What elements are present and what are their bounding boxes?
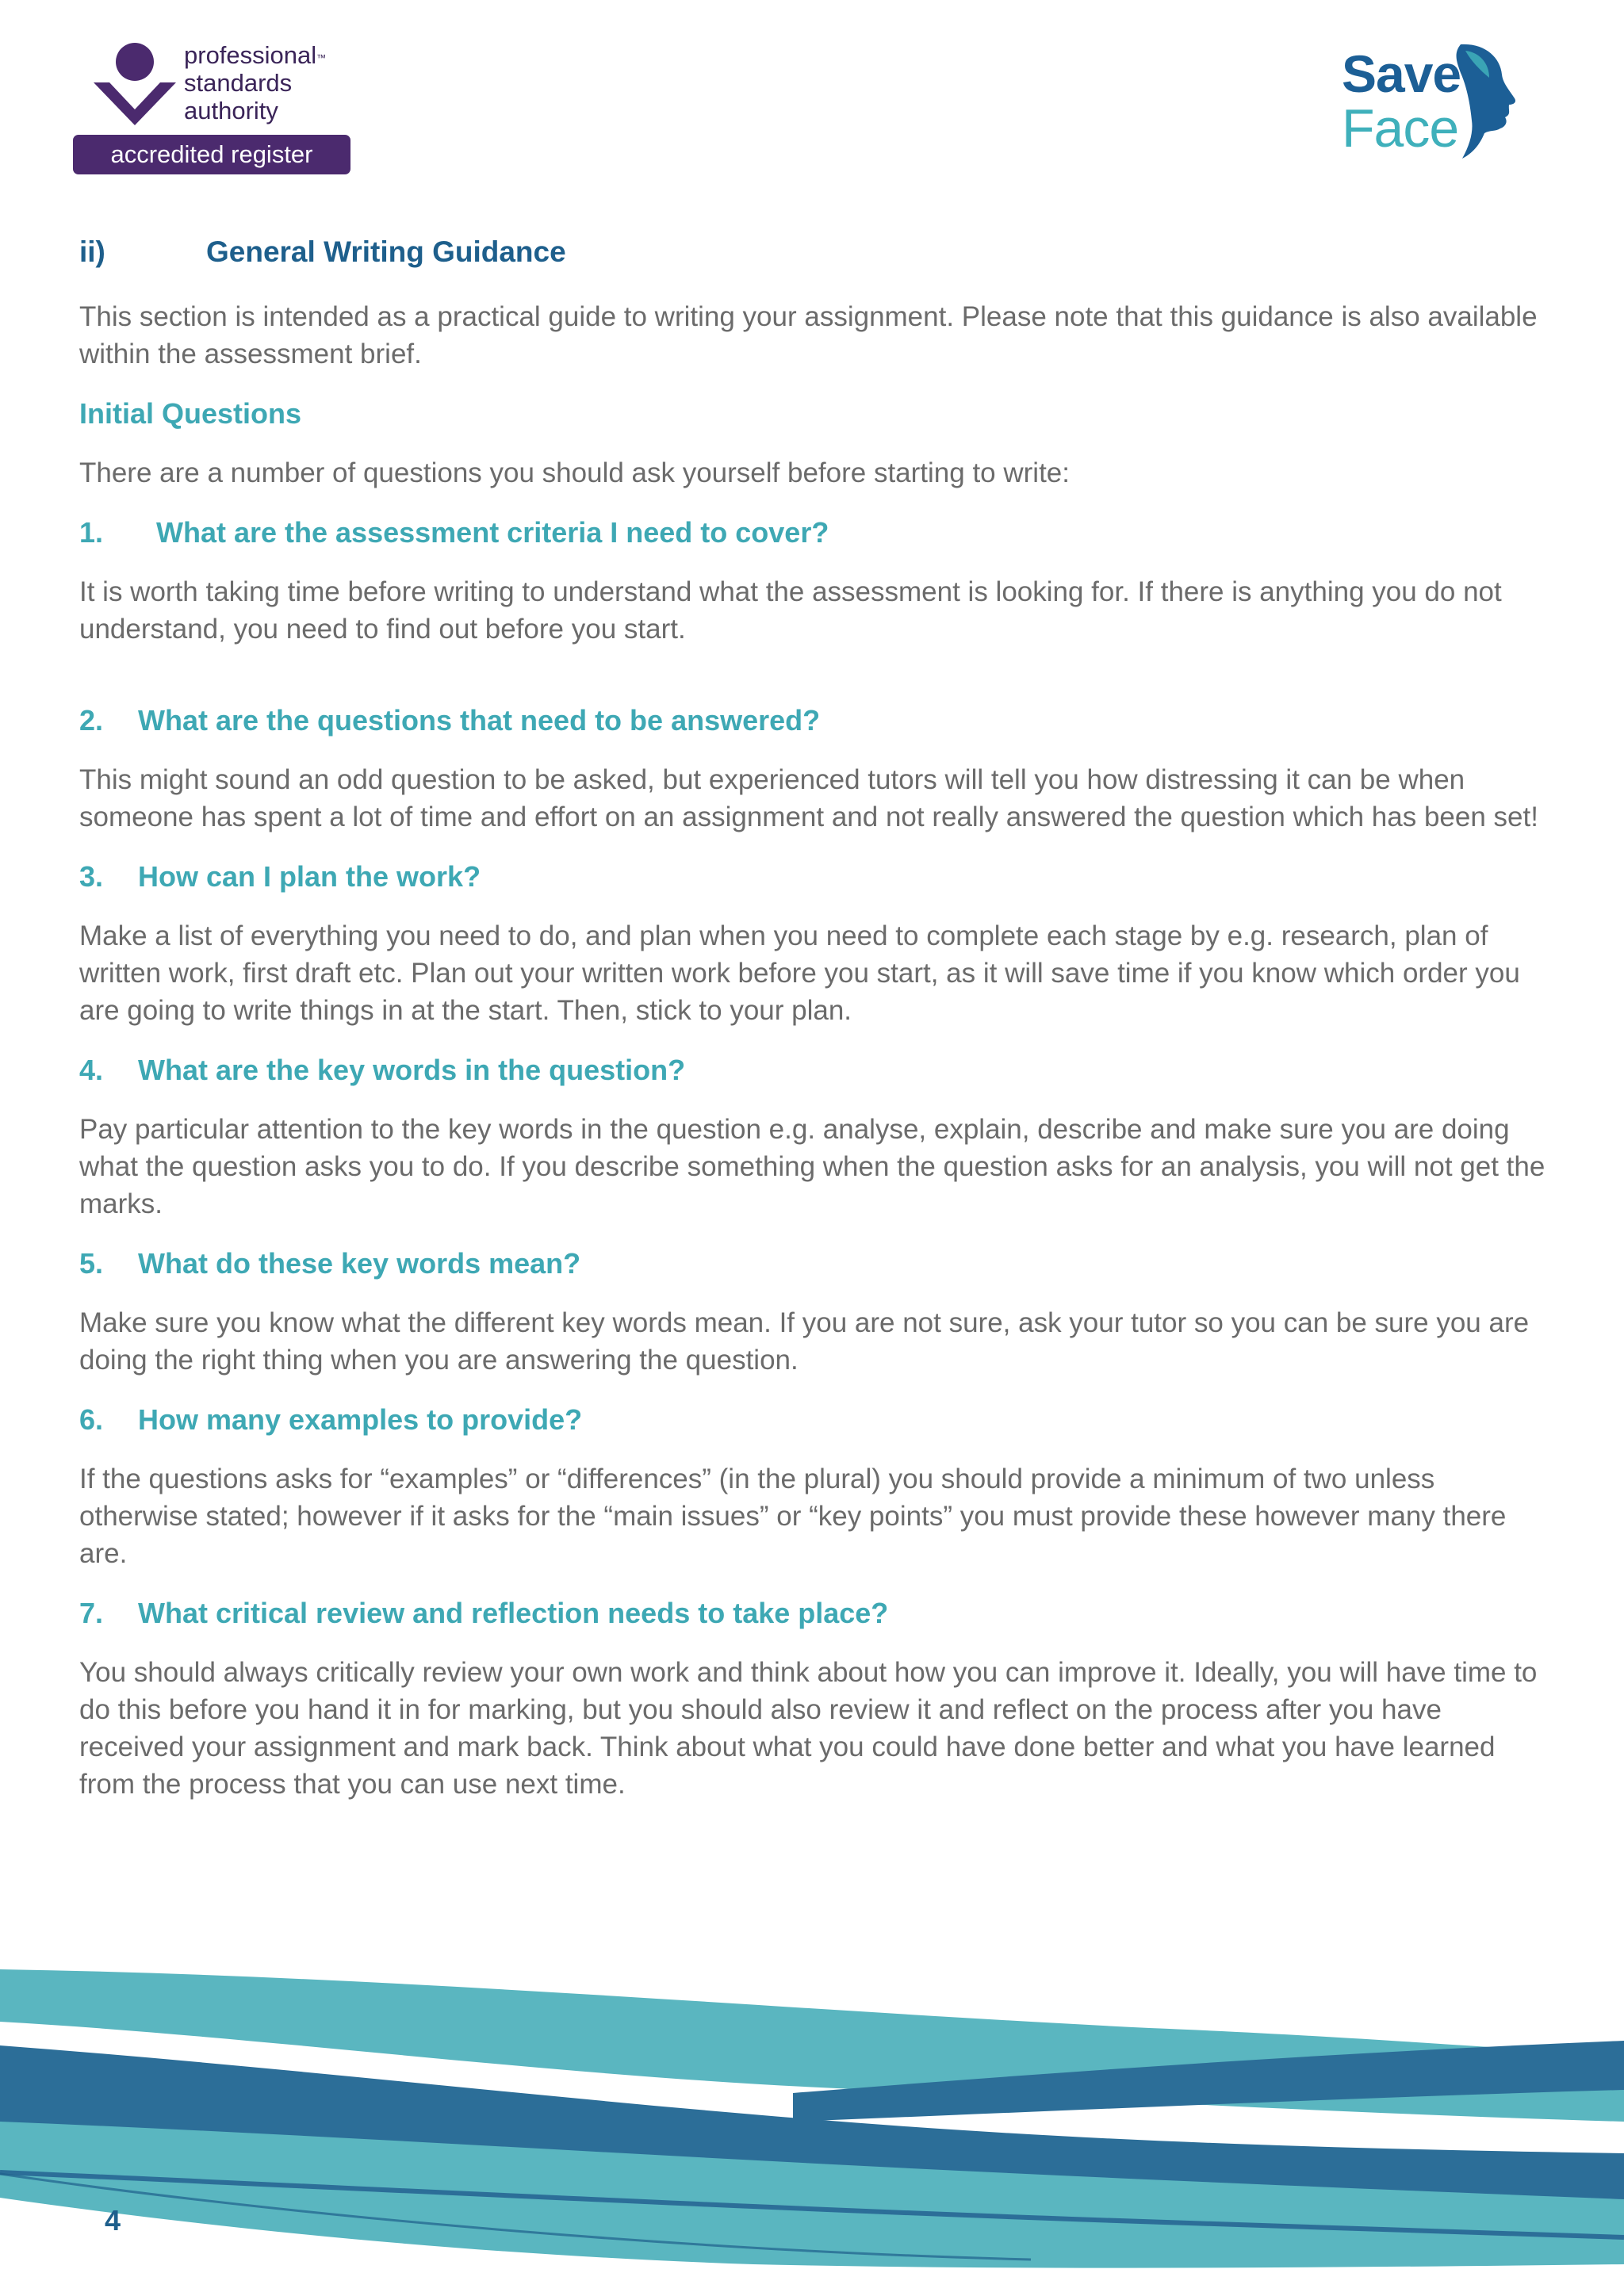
main-content	[79, 228, 1546, 1825]
page-number: 4	[105, 2204, 121, 2237]
question-body-5: Make sure you know what the different key words mean. If you are not sure, ask your tutor so you can be sure you are doing the right thing when you are answering the question.	[79, 1307, 1530, 1376]
question-number: 4.	[79, 1054, 104, 1086]
question-title: How can I plan the work?	[138, 860, 481, 893]
save-face-word-save: Save	[1342, 44, 1461, 103]
question-number: 3.	[79, 860, 104, 893]
psa-word-3: authority	[184, 97, 278, 124]
question-body-6: If the questions asks for “examples” or “differences” (in the plural) you should provide a minimum of two unless otherwise stated; however if it asks for the “main issues” or “key points” you must provide these however many there are.	[79, 1464, 1507, 1569]
psa-word-1: professional	[184, 41, 317, 69]
save-face-word-face: Face	[1342, 98, 1459, 159]
question-number: 6.	[79, 1403, 104, 1436]
question-number: 7.	[79, 1597, 104, 1629]
question-body-4: Pay particular attention to the key words in the question e.g. analyse, explain, describe and make sure you are doing what the question asks you to do. If you describe something when the question asks for an analysis, you will not get the marks.	[79, 1114, 1545, 1219]
paragraph-spacer	[79, 670, 1546, 702]
question-number: 1.	[79, 516, 104, 549]
section-number: ii)	[79, 235, 105, 268]
question-title: How many examples to provide?	[138, 1403, 583, 1436]
question-title: What are the assessment criteria I need to cover?	[156, 516, 829, 549]
question-title: What are the key words in the question?	[138, 1054, 686, 1086]
question-heading-6	[79, 1401, 1546, 1438]
trademark-symbol: ™	[316, 52, 327, 63]
section-title: General Writing Guidance	[206, 235, 566, 268]
face-profile-icon	[1438, 43, 1526, 160]
question-title: What critical review and reflection needs to take place?	[138, 1597, 889, 1629]
question-heading-3	[79, 858, 1546, 895]
question-number: 5.	[79, 1247, 104, 1280]
question-heading-4	[79, 1051, 1546, 1089]
psa-person-icon	[90, 41, 179, 125]
question-title: What do these key words mean?	[138, 1247, 581, 1280]
section-heading	[79, 228, 1546, 276]
question-body-1: It is worth taking time before writing to understand what the assessment is looking for. If there is anything you do not understand, you need to find out before you start.	[79, 576, 1502, 645]
initial-questions-intro: There are a number of questions you should ask yourself before starting to write:	[79, 457, 1070, 488]
question-heading-7	[79, 1594, 1546, 1632]
psa-accredited-register-logo	[73, 41, 352, 176]
accredited-register-banner: accredited register	[73, 135, 350, 174]
question-heading-1	[79, 514, 1546, 551]
question-heading-2	[79, 702, 1546, 739]
question-title: What are the questions that need to be answered?	[138, 704, 821, 737]
psa-word-2: standards	[184, 69, 293, 97]
initial-questions-heading: Initial Questions	[79, 397, 302, 430]
psa-wordmark	[184, 41, 326, 124]
footer-wave-decoration	[0, 1934, 1624, 2296]
save-face-logo	[1332, 43, 1538, 162]
question-body-7: You should always critically review your own work and think about how you can improve it. Ideally, you will have time to do this before you hand it in for marking, but you should also review it and reflect on the process after you have received your assignment and mark back. Think about what you could have done better and what you have learned from the process that you can use next time.	[79, 1657, 1538, 1800]
question-number: 2.	[79, 704, 104, 737]
section-intro: This section is intended as a practical guide to writing your assignment. Please note that this guidance is also available within the assessment brief.	[79, 301, 1538, 369]
question-body-2: This might sound an odd question to be asked, but experienced tutors will tell you how distressing it can be when someone has spent a lot of time and effort on an assignment and not really answered the question which has been set!	[79, 764, 1538, 832]
question-heading-5	[79, 1245, 1546, 1282]
question-body-3: Make a list of everything you need to do, and plan when you need to complete each stage by e.g. research, plan of written work, first draft etc. Plan out your written work before you start, as it will save time if you know which order you are going to write things in at the start. Then, stick to your plan.	[79, 920, 1520, 1026]
